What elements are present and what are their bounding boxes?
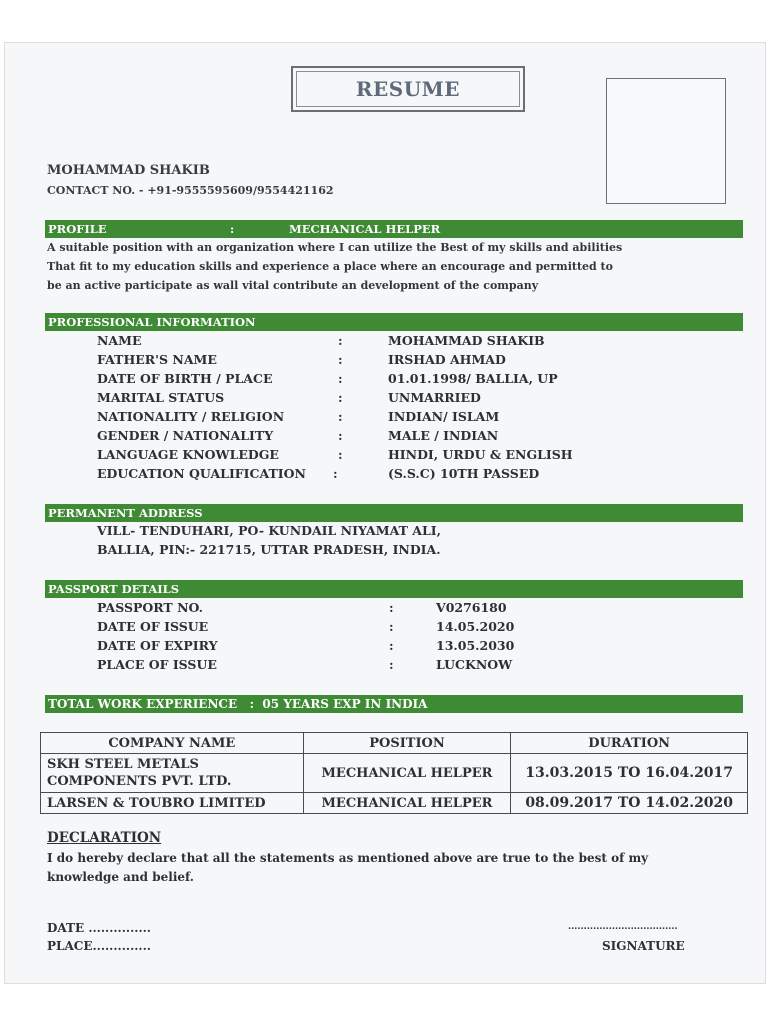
declaration-text: [47, 849, 737, 887]
address-line: VILL- TENDUHARI, PO- KUNDAIL NIYAMAT ALI,: [97, 523, 441, 538]
signature-line: ...................................: [568, 922, 678, 932]
signature-label: SIGNATURE: [602, 939, 685, 953]
info-key: GENDER / NATIONALITY: [97, 428, 274, 443]
table-row: [41, 793, 748, 814]
passport-key: DATE OF EXPIRY: [97, 638, 218, 653]
info-key: LANGUAGE KNOWLEDGE: [97, 447, 279, 462]
contact-number: CONTACT NO. - +91-9555595609/9554421162: [47, 184, 334, 197]
passport-value: 13.05.2030: [436, 638, 515, 653]
info-value: (S.S.C) 10TH PASSED: [388, 466, 540, 481]
info-key: NATIONALITY / RELIGION: [97, 409, 285, 424]
info-sep: :: [338, 390, 343, 405]
info-key: FATHER'S NAME: [97, 352, 217, 367]
photo-placeholder: [606, 78, 726, 204]
work-experience-bar: [45, 695, 743, 713]
profile-separator: :: [230, 222, 235, 236]
profile-line: A suitable position with an organization where I can utilize the Best of my skills and abilities: [47, 241, 623, 254]
company-line: SKH STEEL METALS: [47, 757, 199, 772]
info-value: UNMARRIED: [388, 390, 481, 405]
info-key: NAME: [97, 333, 142, 348]
profile-line: That fit to my education skills and experience a place where an encourage and permitted to: [47, 260, 613, 273]
passport-bar: [45, 580, 743, 598]
candidate-name: MOHAMMAD SHAKIB: [47, 163, 210, 178]
info-sep: :: [338, 409, 343, 424]
info-sep: :: [338, 371, 343, 386]
company-line: LARSEN & TOUBRO LIMITED: [47, 795, 266, 811]
info-value: MALE / INDIAN: [388, 428, 499, 443]
profile-label: PROFILE: [48, 222, 107, 236]
info-value: 01.01.1998/ BALLIA, UP: [388, 371, 558, 386]
info-sep: :: [338, 447, 343, 462]
address-bar: [45, 504, 743, 522]
info-key: DATE OF BIRTH / PLACE: [97, 371, 273, 386]
column-header: COMPANY NAME: [41, 733, 304, 754]
table-header-row: [41, 733, 748, 754]
address-line: BALLIA, PIN:- 221715, UTTAR PRADESH, INDIA.: [97, 542, 441, 557]
declaration-heading: DECLARATION: [47, 830, 162, 846]
passport-sep: :: [389, 600, 394, 615]
company-cell: [41, 793, 304, 814]
place-field: PLACE..............: [47, 939, 151, 953]
column-header: DURATION: [511, 733, 748, 754]
info-sep: :: [338, 333, 343, 348]
duration-cell: 08.09.2017 TO 14.02.2020: [511, 793, 748, 814]
info-value: IRSHAD AHMAD: [388, 352, 506, 367]
info-key: EDUCATION QUALIFICATION: [97, 466, 306, 481]
info-sep: :: [338, 352, 343, 367]
passport-sep: :: [389, 657, 394, 672]
passport-key: PASSPORT NO.: [97, 600, 204, 615]
passport-sep: :: [389, 619, 394, 634]
passport-key: PLACE OF ISSUE: [97, 657, 217, 672]
profile-role: MECHANICAL HELPER: [289, 222, 441, 236]
info-value: HINDI, URDU & ENGLISH: [388, 447, 573, 462]
passport-value: V0276180: [436, 600, 507, 615]
duration-cell: 13.03.2015 TO 16.04.2017: [511, 754, 748, 793]
work-experience-label: TOTAL WORK EXPERIENCE : 05 YEARS EXP IN INDIA: [48, 697, 428, 711]
profile-text: [47, 238, 747, 295]
profile-bar: [45, 220, 743, 238]
passport-value: 14.05.2020: [436, 619, 515, 634]
resume-title: RESUME: [296, 71, 520, 107]
address-label: PERMANENT ADDRESS: [48, 506, 203, 520]
info-value: INDIAN/ ISLAM: [388, 409, 500, 424]
info-value: MOHAMMAD SHAKIB: [388, 333, 545, 348]
table-row: [41, 754, 748, 793]
profile-line: be an active participate as wall vital contribute an development of the company: [47, 279, 539, 292]
info-sep: :: [338, 428, 343, 443]
company-line: COMPONENTS PVT. LTD.: [47, 774, 232, 789]
professional-info-label: PROFESSIONAL INFORMATION: [48, 315, 256, 329]
passport-key: DATE OF ISSUE: [97, 619, 209, 634]
professional-info-bar: [45, 313, 743, 331]
position-cell: MECHANICAL HELPER: [303, 754, 511, 793]
date-field: DATE ...............: [47, 921, 151, 935]
passport-label: PASSPORT DETAILS: [48, 582, 180, 596]
declaration-line: knowledge and belief.: [47, 870, 194, 884]
info-sep: :: [333, 466, 338, 481]
column-header: POSITION: [303, 733, 511, 754]
declaration-line: I do hereby declare that all the statements as mentioned above are true to the best of my: [47, 851, 649, 865]
passport-value: LUCKNOW: [436, 657, 513, 672]
position-cell: MECHANICAL HELPER: [303, 793, 511, 814]
company-cell: [41, 754, 304, 793]
resume-title-box: [291, 66, 525, 112]
passport-sep: :: [389, 638, 394, 653]
info-key: MARITAL STATUS: [97, 390, 225, 405]
work-experience-table: [40, 732, 748, 814]
